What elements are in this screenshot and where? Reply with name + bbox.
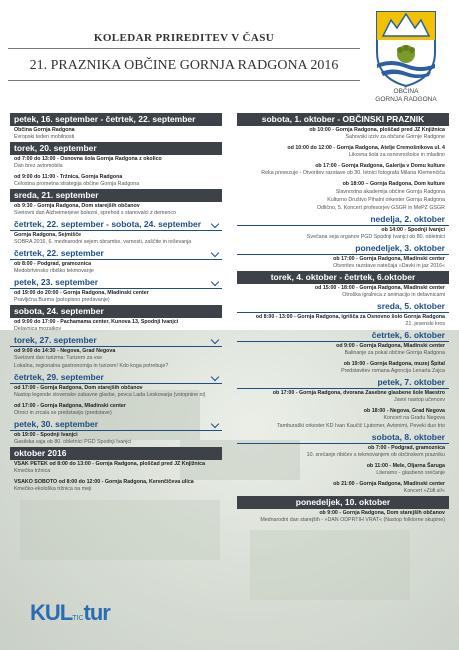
date-header-label: četrtek, 6. oktober: [371, 329, 445, 340]
chevron-down-icon: [211, 336, 219, 344]
date-header-label: petek, 7. oktober: [377, 376, 445, 387]
event-time-location: ob 9:00 - Gornja Radgona, Dom starejših občanov: [319, 510, 445, 516]
date-header-label: sobota, 8. oktober: [371, 431, 445, 442]
event-entry: [10, 155, 222, 170]
event-time-location: ob 11:00 - Mele, Oljarna Šaruga: [366, 463, 445, 469]
date-header-label: oktober 2016: [14, 448, 67, 458]
event-entry: [10, 460, 222, 475]
event-day-block: [237, 329, 449, 375]
date-header-label: nedelja, 2. oktober: [370, 213, 445, 224]
event-time-location: ob 9:30 - Gornja Radgona, Dom starejših občanov: [14, 203, 140, 209]
date-header-label: četrtek, 22. september: [14, 247, 104, 258]
date-header-label: sobota, 24. september: [14, 306, 104, 316]
event-day-block: [10, 418, 222, 446]
event-day-block: [237, 271, 449, 299]
date-header-label: petek, 16. september - četrtek, 22. september: [14, 114, 196, 124]
event-entry: [10, 384, 222, 399]
date-header: [237, 496, 449, 509]
event-time-location: od 15:00 - 18:00 - Gornja Radgona, Mladinski center: [314, 285, 445, 291]
event-day-block: [10, 334, 222, 370]
date-header: [10, 113, 222, 126]
event-description: Mednarodni dan starejših - »DAN ODPRTIH VRAT« (Nastop folklorne skupine): [260, 517, 445, 523]
event-entry: [10, 260, 222, 275]
event-day-block: [237, 376, 449, 430]
date-header-label: četrtek, 22. september - sobota, 24. september: [14, 218, 202, 229]
chevron-down-icon: [211, 278, 219, 286]
date-header: [10, 371, 222, 384]
event-entry: [237, 226, 449, 241]
event-time-location: od 17:00 - Gornja Radgona, Dom starejših občanov: [14, 385, 143, 391]
event-time-location: ob 19:00 - Spodnji Ivanjci: [14, 432, 78, 438]
event-description: Likovna šola za osnovnošolce in mladino: [349, 152, 445, 158]
event-entry: [10, 431, 222, 446]
event-time-location: od 9:00 do 11:00 - Tržnica, Gornja Radgona: [14, 174, 123, 180]
date-header-label: sobota, 1. oktober - OBČINSKI PRAZNIK: [261, 114, 425, 124]
event-time-location: ob 17:00 - Gornja Radgona, Mladinski center: [333, 256, 445, 262]
date-header-label: ponedeljek, 10. oktober: [295, 497, 391, 507]
date-header-label: torek, 4. oktober - četrtek, 6.oktober: [270, 272, 416, 282]
date-header-label: četrtek, 29. september: [14, 371, 104, 382]
event-description: Reka prevezuje - Otvoritev razstave ob 30. letnici fotografa Milana Klemenčiča: [261, 170, 445, 176]
event-description: Celostna prometna strategija občine Gornja Radgona: [14, 181, 140, 187]
event-day-block: [237, 113, 449, 212]
municipality-crest-icon: [373, 6, 439, 90]
date-header-label: sreda, 5. oktober: [376, 300, 445, 311]
date-header-label: ponedeljek, 3. oktober: [355, 242, 445, 253]
event-description: Svetovni dan turizma: Turizem za vse: [14, 355, 103, 361]
date-header: [237, 213, 449, 226]
event-entry: [10, 231, 222, 246]
event-description: Kmečka tržnica: [14, 468, 51, 474]
date-header-label: torek, 20. september: [14, 143, 97, 153]
event-day-block: [237, 213, 449, 241]
event-entry: [10, 202, 222, 217]
date-header-label: petek, 23. september: [14, 276, 99, 287]
kultur-logo: [30, 600, 140, 630]
event-time-location: Gornja Radgona, Sejmišče: [14, 232, 82, 238]
event-description: Delavnica mozaikov: [14, 326, 62, 332]
poster-header: [0, 0, 459, 106]
crest-caption-line1: OBČINA: [393, 88, 419, 95]
event-entry: [237, 407, 449, 422]
event-entry: [237, 144, 449, 159]
event-time-location: ob 17:00 - Gornja Radgona, dvorana Zasebne glasbene šole Maestro: [272, 390, 445, 396]
event-description: Otroci in zrcala se predstavijo (predstave): [14, 410, 112, 416]
event-entry: [10, 478, 222, 493]
title-divider: [8, 48, 360, 49]
date-header: [10, 305, 222, 318]
date-header: [237, 431, 449, 444]
event-day-block: [10, 305, 222, 333]
date-header-label: torek, 27. september: [14, 334, 97, 345]
event-description: Tamburaški orkester KD Ivan Kaučič Ljutomer, Avtonimi, Peveki duo trio: [276, 423, 445, 429]
event-time-location: od 10:00 do 12:00 - Gornja Radgona, Atelje Cremošnikova ul. 4: [287, 145, 445, 151]
event-description: Kulturno Društvo Pihalni orkester Gornja Radgona: [327, 197, 445, 203]
event-description: Svetovni dan Alzheimerjeve bolezni, sprehod s stanovalci z demenco: [14, 210, 176, 216]
event-description: Lokalna, regionalna gastronomija in turizem! Kdo koga potrebuje?: [14, 363, 169, 369]
event-entry: [237, 313, 449, 328]
logo-text-tur: tur: [83, 600, 110, 625]
date-header: [237, 329, 449, 342]
event-entry: [237, 126, 449, 141]
event-entry: [237, 255, 449, 270]
event-day-block: [10, 276, 222, 304]
event-description: Koncert »Züfi.si!«: [403, 488, 445, 494]
event-entry: [237, 480, 449, 495]
event-entry: [237, 188, 449, 196]
date-header-label: petek, 30. september: [14, 418, 99, 429]
event-day-block: [10, 113, 222, 141]
logo-text-kul: KUL: [30, 600, 73, 625]
event-time-location: od 17:00 - Gornja Radgona, Mladinski center: [14, 403, 126, 409]
date-header: [10, 276, 222, 289]
date-header: [237, 376, 449, 389]
event-time-location: od 9:00 do 17:00 - Pachamama center, Kunova 13, Spodnji Ivanjci: [14, 319, 179, 325]
event-entry: [10, 126, 222, 141]
event-entry: [10, 289, 222, 304]
event-description: Svečana seja organov PGD Spodnji Ivanjci ob 80. obletnici: [306, 234, 445, 240]
event-time-location: ob 10:00 - Gornja Radgona, ploščad pred JZ Knjižnica: [309, 127, 445, 133]
event-entry: [237, 180, 449, 188]
event-description: Otvoritev razstave natečaja »Davki in jaz 2016«: [333, 263, 445, 269]
event-description: Nastop legende slovenske zabavne glasbe, pevca Lada Leskovarja (vstopnine ni): [14, 392, 206, 398]
event-entry: [10, 173, 222, 188]
event-description: Sahovski izziv za občane Gornje Radgone: [345, 134, 445, 140]
date-header: [10, 218, 222, 231]
event-day-block: [10, 247, 222, 275]
event-time-location: Občina Gornja Radgona: [14, 127, 75, 133]
event-entry: [237, 162, 449, 177]
date-header: [10, 447, 222, 460]
subtitle-divider: [8, 80, 360, 81]
crest-caption-line2: GORNJA RADGONA: [375, 96, 437, 103]
event-description: Medobrtvinsko ribiško tekmovanje: [14, 268, 94, 274]
event-entry: [237, 196, 449, 204]
event-description: 21. jesenski kros: [405, 321, 445, 327]
date-header: [10, 142, 222, 155]
event-entry: [237, 389, 449, 404]
event-description: 10. srečanje ribičev s tekmovanjem ob občinskem prazniku: [306, 452, 445, 458]
event-entry: [237, 462, 449, 477]
event-day-block: [10, 189, 222, 217]
event-time-location: ob 17:00 - Gornja Radgona, Galerija v Domu kulture: [315, 163, 445, 169]
event-time-location: ob 7:00 - Podgrad, gramoznica: [367, 445, 445, 451]
event-description: SOBRA 2016, 6. mednarodni sejem obrambe, varnosti, zaščite in reševanja: [14, 239, 192, 245]
event-time-location: ob 8:00 - Podgrad, gramoznica: [14, 261, 92, 267]
event-time-location: ob 21:00 - Gornja Radgona, Mladinski center: [333, 481, 445, 487]
chevron-down-icon: [211, 249, 219, 257]
date-header: [10, 334, 222, 347]
poster-title: KOLEDAR PRIREDITEV V ČASU: [93, 32, 275, 44]
event-description: Literarno - glasbeno srečanje: [376, 470, 445, 476]
event-time-location: od 9:00 do 14:30 - Negova, Grad Negova: [14, 348, 116, 354]
event-day-block: [237, 496, 449, 524]
event-time-location: od 8:00 - 13:00 - Gornja Radgona, igrišča za Osnovno šolo Gornja Radgona: [255, 314, 445, 320]
left-event-column: [10, 113, 222, 494]
date-header: [10, 247, 222, 260]
event-entry: [10, 318, 222, 333]
event-description: Koncert na Gradu Negova: [383, 415, 445, 421]
logo-text-tic: TIC: [72, 615, 84, 622]
event-description: Otroška igralnica z animacijo in delavnicami: [342, 292, 445, 298]
event-day-block: [10, 142, 222, 188]
event-day-block: [237, 431, 449, 495]
event-entry: [10, 402, 222, 417]
event-day-block: [10, 371, 222, 417]
event-time-location: ob 18:00 – Gornja Radgona, Dom kulture: [342, 181, 445, 187]
event-day-block: [237, 300, 449, 328]
date-header: [237, 113, 449, 126]
chevron-down-icon: [211, 420, 219, 428]
event-day-block: [237, 242, 449, 270]
event-entry: [237, 360, 449, 375]
event-description: Odlično, 5. Koncert profesorjev GSGR in MePZ GSGR: [316, 205, 445, 211]
event-description: Slavnostna akademija občine Gornja Radgona: [335, 189, 445, 195]
event-time-location: od 9:00 - Gornja Radgona, Mladinski center: [336, 343, 445, 349]
event-time-location: VSAK PETEK od 8:00 do 13:00 - Gornja Radgona, ploščad pred JZ Knjižnica: [14, 461, 206, 467]
event-time-location: VSAKO SOBOTO od 8:00 do 12:00 - Gornja Radgona, Kerenčičeva ulica: [14, 479, 194, 485]
event-entry: [10, 347, 222, 362]
date-header: [237, 242, 449, 255]
poster-subtitle: 21. PRAZNIKA OBČINE GORNJA RADGONA 2016: [29, 58, 339, 73]
event-description: Kmečko-ekološka tržnica na meji: [14, 486, 92, 492]
event-description: Evropski teden mobilnosti: [14, 134, 75, 140]
date-header: [10, 189, 222, 202]
date-header-label: sreda, 21. september: [14, 190, 99, 200]
event-description: Predstavitev romana Agencija Lenarta Zajca: [341, 368, 445, 374]
right-event-column: [237, 113, 449, 525]
chevron-down-icon: [211, 373, 219, 381]
event-description: Gasilska vaja ob 80. obletnici PGD Spodnji Ivanjci: [14, 439, 132, 445]
date-header: [237, 300, 449, 313]
event-entry: [237, 422, 449, 430]
event-time-location: ob 19:00 - Gornja Radgona, muzej Špital: [343, 361, 445, 367]
event-entry: [237, 444, 449, 459]
event-description: Javni nastop učencev: [394, 397, 445, 403]
event-entry: [237, 342, 449, 357]
event-time-location: od 7:00 do 13:00 - Osnovna šola Gornja Radgona z okolico: [14, 156, 162, 162]
event-description: Dan brez avtomobila: [14, 163, 63, 169]
chevron-down-icon: [211, 220, 219, 228]
event-entry: [10, 362, 222, 370]
event-description: Balinanje za pokal občine Gornja Radgona: [344, 350, 445, 356]
event-day-block: [10, 218, 222, 246]
date-header: [10, 418, 222, 431]
event-time-location: ob 18:00 - Negova, Grad Negova: [363, 408, 445, 414]
event-description: Pravljična Burma (potopisno predavanje): [14, 297, 110, 303]
event-time-location: od 19:00 do 20:00 - Gornja Radgona, Mladinski center: [14, 290, 149, 296]
date-header: [237, 271, 449, 284]
event-time-location: ob 14:00 - Spodnji Ivanjci: [381, 227, 445, 233]
event-entry: [237, 284, 449, 299]
event-entry: [237, 204, 449, 212]
event-day-block: [10, 447, 222, 493]
event-entry: [237, 509, 449, 524]
